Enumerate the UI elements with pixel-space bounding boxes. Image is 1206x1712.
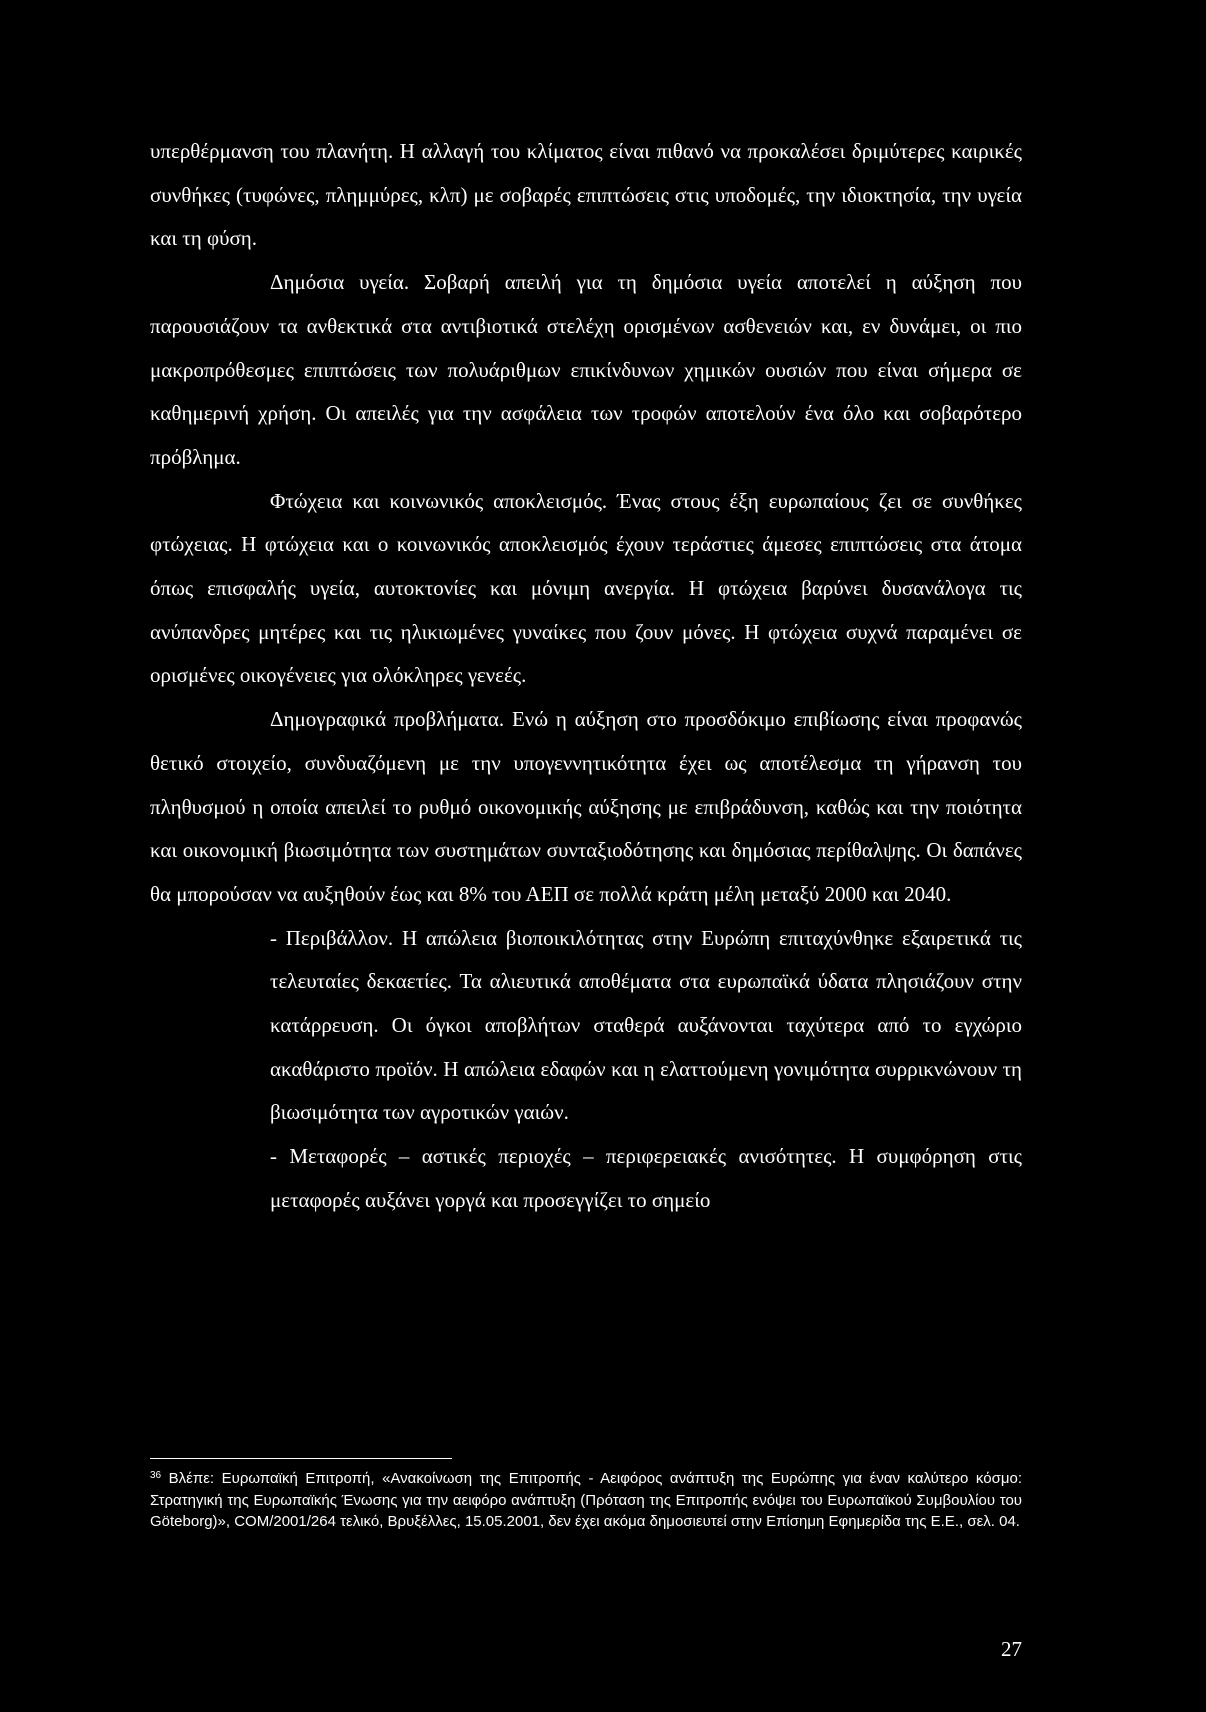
body-text: [150, 130, 1022, 1223]
paragraph-text: Ένας στους έξη ευρωπαίους ζει σε συνθήκες φτώχειας. Η φτώχεια και ο κοινωνικός αποκλεισμός έχουν τεράστιες άμεσες επιπτώσεις στα άτομα όπως επισφαλής υγεία, αυτοκτονίες και μόνιμη ανεργία. Η φτώχεια βαρύνει δυσανάλογα τις ανύπανδρες μητέρες και τις ηλικιωμένες γυναίκες που ζουν μόνες. Η φτώχεια συχνά παραμένει σε ορισμένες οικογένειες για ολόκληρες γενεές.: [150, 488, 1022, 688]
paragraph-climate-continuation: [150, 130, 1022, 261]
paragraph-text: Η συμφόρηση στις μεταφορές αυξάνει γοργά και προσεγγίζει το σημείο: [270, 1144, 1022, 1212]
paragraph-lead: Δημόσια υγεία.: [270, 270, 410, 295]
paragraph-lead: - Περιβάλλον.: [270, 925, 394, 950]
paragraph-public-health: [150, 261, 1022, 480]
paragraph-environment: [150, 917, 1022, 1136]
paragraph-transport: [150, 1135, 1022, 1222]
footnote-text: Βλέπε: Ευρωπαϊκή Επιτροπή, «Ανακοίνωση της Επιτροπής - Αειφόρος ανάπτυξη της Ευρώπης για έναν καλύτερο κόσμο: Στρατηγική της Ευρωπαϊκής Ένωσης για την αειφόρο ανάπτυξη (Πρόταση της Επιτροπής ενόψει του Ευρωπαϊκού Συμβουλίου του Göteborg)», COM/2001/264 τελικό, Βρυξέλλες, 15.05.2001, δεν έχει ακόμα δημοσιευτεί στην Επίσημη Εφημερίδα της Ε.Ε., σελ. 04.: [150, 1470, 1022, 1530]
paragraph-lead: - Μεταφορές – αστικές περιοχές – περιφερειακές ανισότητες.: [270, 1144, 837, 1169]
paragraph-text: Σοβαρή απειλή για τη δημόσια υγεία αποτελεί η αύξηση που παρουσιάζουν τα ανθεκτικά στα αντιβιοτικά στελέχη ορισμένων ασθενειών και, εν δυνάμει, οι πιο μακροπρόθεσμες επιπτώσεις των πολυάριθμων επικίνδυνων χημικών ουσιών που είναι σήμερα σε καθημερινή χρήση. Οι απειλές για την ασφάλεια των τροφών αποτελούν ένα όλο και σοβαρότερο πρόβλημα.: [150, 270, 1022, 469]
page-number: 27: [1001, 1637, 1022, 1661]
footnote-separator: [150, 1458, 452, 1459]
paragraph-text: Ενώ η αύξηση στο προσδόκιμο επιβίωσης είναι προφανώς θετικό στοιχείο, συνδυαζόμενη με την υπογεννητικότητα έχει ως αποτέλεσμα τη γήρανση του πληθυσμού η οποία απειλεί το ρυθμό οικονομικής αύξησης με επιβράδυνση, καθώς και την ποιότητα και οικονομική βιωσιμότητα των συστημάτων συνταξιοδότησης και δημόσιας περίθαλψης. Οι δαπάνες θα μπορούσαν να αυξηθούν έως και 8% του ΑΕΠ σε πολλά κράτη μέλη μεταξύ 2000 και 2040.: [150, 707, 1022, 906]
paragraph-demographics: [150, 698, 1022, 917]
footnote-marker: 36: [150, 1470, 162, 1481]
paragraph-lead: Φτώχεια και κοινωνικός αποκλεισμός.: [270, 488, 608, 513]
paragraph-lead: Δημογραφικά προβλήματα.: [270, 707, 505, 732]
paragraph-poverty: [150, 480, 1022, 699]
footnote: [150, 1468, 1022, 1533]
paragraph-text: Η απώλεια βιοποικιλότητας στην Ευρώπη επιταχύνθηκε εξαιρετικά τις τελευταίες δεκαετίες. Τα αλιευτικά αποθέματα στα ευρωπαϊκά ύδατα πλησιάζουν στην κατάρρευση. Οι όγκοι αποβλήτων σταθερά αυξάνονται ταχύτερα από το εγχώριο ακαθάριστο προϊόν. Η απώλεια εδαφών και η ελαττούμενη γονιμότητα συρρικνώνουν τη βιωσιμότητα των αγροτικών γαιών.: [270, 925, 1022, 1125]
paragraph-text: υπερθέρμανση του πλανήτη. Η αλλαγή του κλίματος είναι πιθανό να προκαλέσει δριμύτερες καιρικές συνθήκες (τυφώνες, πλημμύρες, κλπ) με σοβαρές επιπτώσεις στις υποδομές, την ιδιοκτησία, την υγεία και τη φύση.: [150, 139, 1022, 251]
